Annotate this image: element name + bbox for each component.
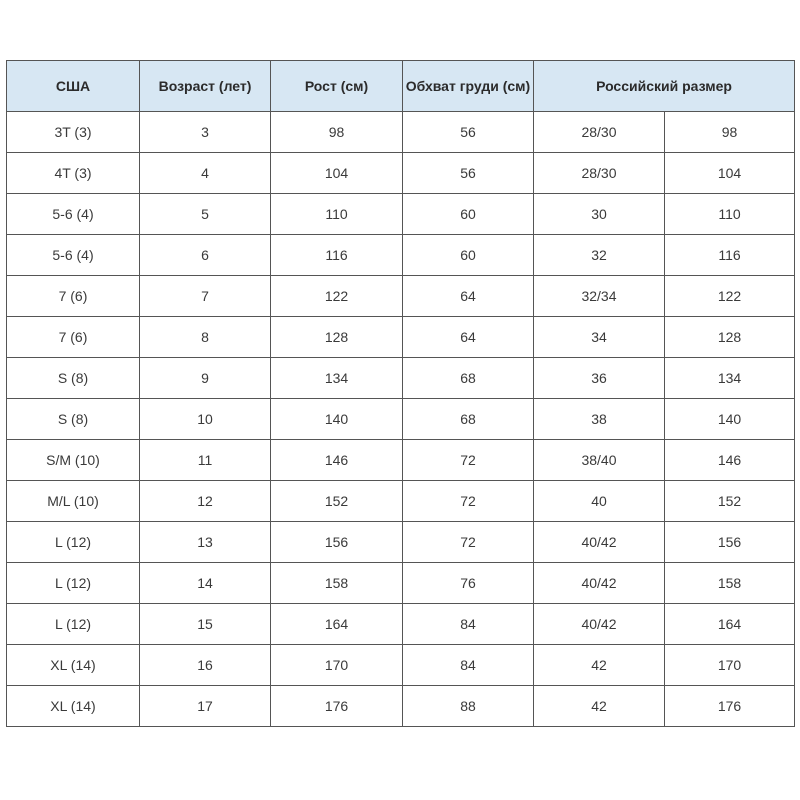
table-row: [7, 645, 795, 686]
russian-size-cell: 28/30: [534, 153, 665, 194]
usa-size-cell: L (12): [7, 604, 140, 645]
usa-size-cell: S (8): [7, 358, 140, 399]
russian-size-cell: 40/42: [534, 522, 665, 563]
age-cell: 17: [140, 686, 271, 727]
height-cell: 176: [271, 686, 403, 727]
russian-height-cell: 164: [665, 604, 795, 645]
height-cell: 164: [271, 604, 403, 645]
usa-size-cell: 3T (3): [7, 112, 140, 153]
table-row: [7, 358, 795, 399]
age-cell: 9: [140, 358, 271, 399]
russian-size-cell: 38/40: [534, 440, 665, 481]
russian-height-cell: 98: [665, 112, 795, 153]
height-cell: 156: [271, 522, 403, 563]
chest-cell: 60: [403, 194, 534, 235]
table-row: [7, 522, 795, 563]
russian-size-cell: 28/30: [534, 112, 665, 153]
usa-size-cell: L (12): [7, 522, 140, 563]
height-cell: 110: [271, 194, 403, 235]
usa-size-cell: S/M (10): [7, 440, 140, 481]
russian-size-cell: 32/34: [534, 276, 665, 317]
russian-height-cell: 110: [665, 194, 795, 235]
age-cell: 15: [140, 604, 271, 645]
russian-size-cell: 32: [534, 235, 665, 276]
header-chest: Обхват груди (см): [403, 61, 534, 112]
russian-height-cell: 140: [665, 399, 795, 440]
chest-cell: 72: [403, 481, 534, 522]
age-cell: 4: [140, 153, 271, 194]
height-cell: 116: [271, 235, 403, 276]
chest-cell: 56: [403, 153, 534, 194]
usa-size-cell: M/L (10): [7, 481, 140, 522]
russian-size-cell: 42: [534, 686, 665, 727]
age-cell: 12: [140, 481, 271, 522]
russian-height-cell: 134: [665, 358, 795, 399]
russian-size-cell: 40: [534, 481, 665, 522]
age-cell: 8: [140, 317, 271, 358]
height-cell: 152: [271, 481, 403, 522]
russian-height-cell: 146: [665, 440, 795, 481]
height-cell: 146: [271, 440, 403, 481]
russian-height-cell: 122: [665, 276, 795, 317]
russian-size-cell: 36: [534, 358, 665, 399]
russian-height-cell: 176: [665, 686, 795, 727]
chest-cell: 72: [403, 440, 534, 481]
usa-size-cell: S (8): [7, 399, 140, 440]
age-cell: 10: [140, 399, 271, 440]
russian-height-cell: 158: [665, 563, 795, 604]
russian-size-cell: 40/42: [534, 563, 665, 604]
chest-cell: 68: [403, 399, 534, 440]
table-body: [7, 112, 795, 727]
russian-height-cell: 104: [665, 153, 795, 194]
age-cell: 6: [140, 235, 271, 276]
table-row: [7, 194, 795, 235]
age-cell: 3: [140, 112, 271, 153]
age-cell: 11: [140, 440, 271, 481]
height-cell: 98: [271, 112, 403, 153]
usa-size-cell: 7 (6): [7, 276, 140, 317]
russian-size-cell: 34: [534, 317, 665, 358]
header-age: Возраст (лет): [140, 61, 271, 112]
chest-cell: 72: [403, 522, 534, 563]
height-cell: 134: [271, 358, 403, 399]
height-cell: 158: [271, 563, 403, 604]
header-usa: США: [7, 61, 140, 112]
height-cell: 170: [271, 645, 403, 686]
russian-height-cell: 156: [665, 522, 795, 563]
height-cell: 104: [271, 153, 403, 194]
table-row: [7, 112, 795, 153]
header-row: [7, 61, 795, 112]
height-cell: 122: [271, 276, 403, 317]
russian-size-cell: 30: [534, 194, 665, 235]
table-row: [7, 604, 795, 645]
table-row: [7, 563, 795, 604]
chest-cell: 88: [403, 686, 534, 727]
table-row: [7, 235, 795, 276]
russian-size-cell: 40/42: [534, 604, 665, 645]
usa-size-cell: 4T (3): [7, 153, 140, 194]
header-russian-size: Российский размер: [534, 61, 795, 112]
table-row: [7, 399, 795, 440]
age-cell: 14: [140, 563, 271, 604]
chest-cell: 56: [403, 112, 534, 153]
table-row: [7, 440, 795, 481]
height-cell: 128: [271, 317, 403, 358]
size-chart-table: [6, 60, 795, 727]
usa-size-cell: XL (14): [7, 645, 140, 686]
table-header: [7, 61, 795, 112]
table-row: [7, 481, 795, 522]
russian-height-cell: 128: [665, 317, 795, 358]
height-cell: 140: [271, 399, 403, 440]
age-cell: 16: [140, 645, 271, 686]
age-cell: 13: [140, 522, 271, 563]
age-cell: 5: [140, 194, 271, 235]
russian-height-cell: 152: [665, 481, 795, 522]
russian-height-cell: 170: [665, 645, 795, 686]
russian-size-cell: 38: [534, 399, 665, 440]
chest-cell: 84: [403, 645, 534, 686]
chest-cell: 68: [403, 358, 534, 399]
age-cell: 7: [140, 276, 271, 317]
usa-size-cell: 5-6 (4): [7, 194, 140, 235]
usa-size-cell: 7 (6): [7, 317, 140, 358]
table-row: [7, 686, 795, 727]
chest-cell: 64: [403, 276, 534, 317]
chest-cell: 76: [403, 563, 534, 604]
russian-height-cell: 116: [665, 235, 795, 276]
chest-cell: 64: [403, 317, 534, 358]
chest-cell: 84: [403, 604, 534, 645]
usa-size-cell: L (12): [7, 563, 140, 604]
usa-size-cell: XL (14): [7, 686, 140, 727]
header-height: Рост (см): [271, 61, 403, 112]
table-row: [7, 317, 795, 358]
russian-size-cell: 42: [534, 645, 665, 686]
table-row: [7, 153, 795, 194]
usa-size-cell: 5-6 (4): [7, 235, 140, 276]
chest-cell: 60: [403, 235, 534, 276]
table-row: [7, 276, 795, 317]
